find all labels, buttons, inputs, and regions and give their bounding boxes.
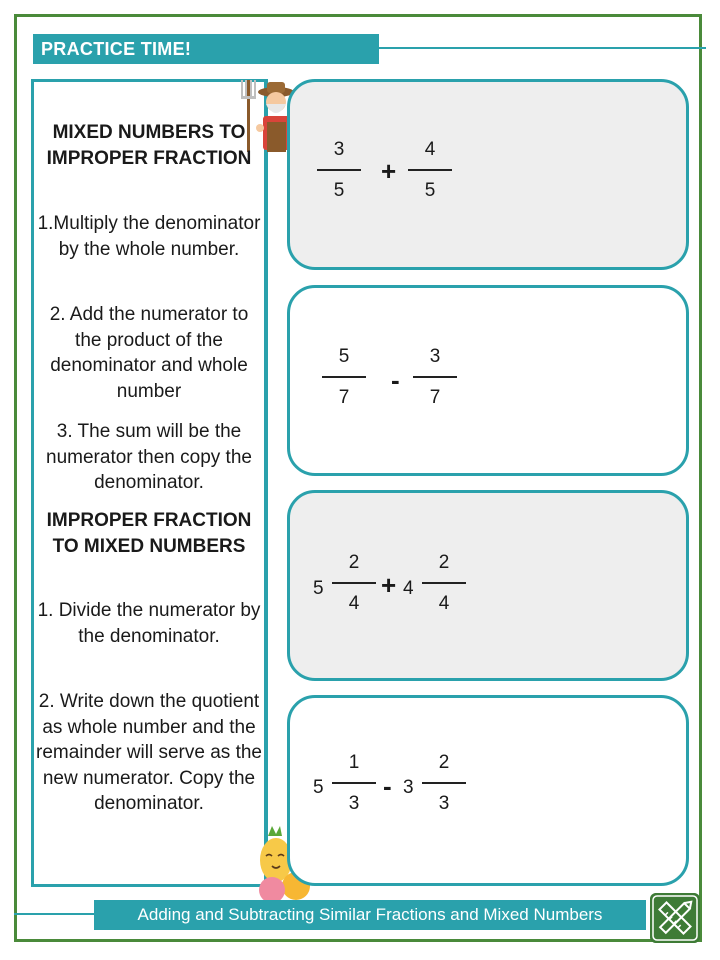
fraction-bar bbox=[317, 169, 361, 171]
section2-step-2: 2. Write down the quotient as whole number and the remainder will serve as the new numerator. Copy the denominator. bbox=[36, 691, 262, 814]
pencil-ruler-logo-icon bbox=[650, 893, 700, 943]
section2-heading: IMPROPER FRACTION TO MIXED NUMBERS bbox=[46, 510, 252, 557]
fraction bbox=[322, 345, 366, 410]
section1-step-2: 2. Add the numerator to the product of the denominator and whole number bbox=[49, 304, 249, 402]
fraction bbox=[422, 551, 466, 616]
denominator: 5 bbox=[333, 180, 345, 201]
whole-number: 5 bbox=[313, 777, 324, 798]
fraction-bar bbox=[422, 582, 466, 584]
numerator: 5 bbox=[338, 346, 350, 367]
denominator: 4 bbox=[438, 593, 450, 614]
numerator: 3 bbox=[333, 139, 345, 160]
operator: + bbox=[381, 570, 397, 600]
footer-title: Adding and Subtracting Similar Fractions and Mixed Numbers bbox=[94, 900, 646, 930]
whole-number: 3 bbox=[403, 777, 414, 798]
numerator: 2 bbox=[438, 552, 450, 573]
fraction bbox=[413, 345, 457, 410]
operator: - bbox=[383, 771, 392, 801]
fraction bbox=[332, 551, 376, 616]
section1-step-3: 3. The sum will be the numerator then copy the denominator. bbox=[46, 421, 252, 493]
fraction-bar bbox=[408, 169, 452, 171]
section1-heading: MIXED NUMBERS TO IMPROPER FRACTION bbox=[46, 122, 252, 169]
operator: + bbox=[381, 156, 397, 186]
footer-rule bbox=[14, 913, 94, 915]
fraction bbox=[317, 138, 361, 203]
denominator: 3 bbox=[348, 793, 360, 814]
denominator: 5 bbox=[424, 180, 436, 201]
whole-number: 4 bbox=[403, 578, 414, 599]
fraction-bar bbox=[332, 782, 376, 784]
section1-step-1: 1.Multiply the denominator by the whole number. bbox=[37, 213, 261, 260]
fraction-bar bbox=[422, 782, 466, 784]
fraction-bar bbox=[322, 376, 366, 378]
header-rule bbox=[379, 47, 706, 49]
operator: - bbox=[391, 365, 400, 395]
fraction-bar bbox=[332, 582, 376, 584]
denominator: 7 bbox=[338, 387, 350, 408]
numerator: 2 bbox=[438, 752, 450, 773]
numerator: 3 bbox=[429, 346, 441, 367]
fraction bbox=[422, 751, 466, 816]
guide-panel-edge bbox=[265, 79, 268, 887]
numerator: 4 bbox=[424, 139, 436, 160]
fraction-bar bbox=[413, 376, 457, 378]
page-title: PRACTICE TIME! bbox=[33, 34, 379, 64]
numerator: 2 bbox=[348, 552, 360, 573]
denominator: 3 bbox=[438, 793, 450, 814]
section2-step-1: 1. Divide the numerator by the denominator. bbox=[37, 600, 261, 647]
denominator: 4 bbox=[348, 593, 360, 614]
fraction bbox=[332, 751, 376, 816]
numerator: 1 bbox=[348, 752, 360, 773]
whole-number: 5 bbox=[313, 578, 324, 599]
fraction bbox=[408, 138, 452, 203]
denominator: 7 bbox=[429, 387, 441, 408]
